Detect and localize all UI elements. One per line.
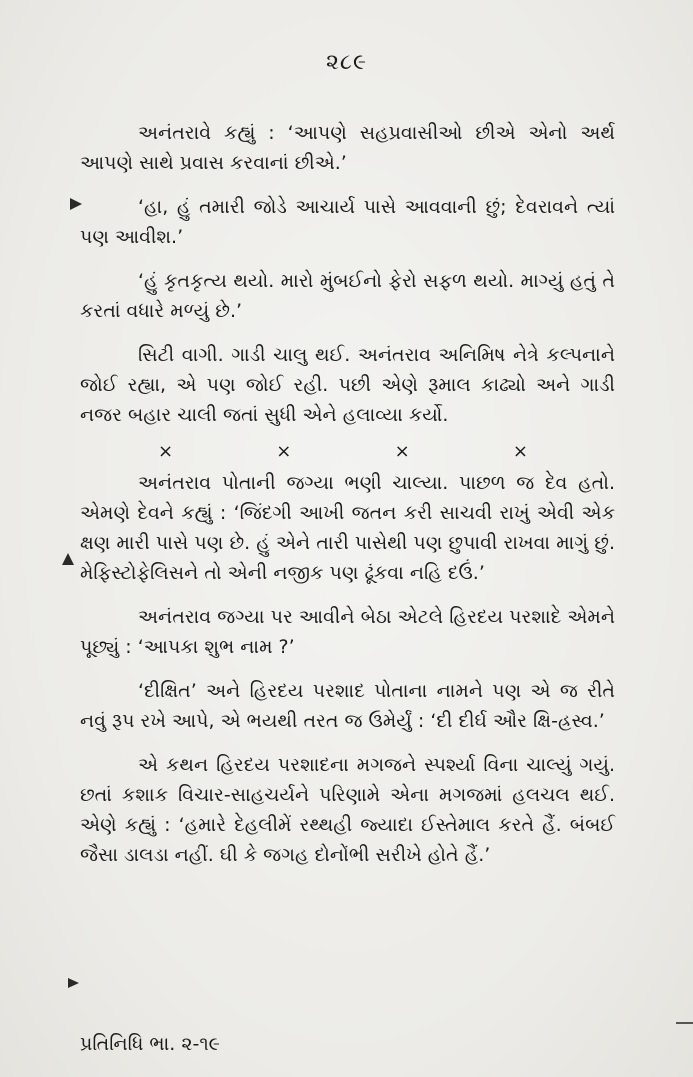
paragraph-2: ‘હા, હું તમારી જોડે આચાર્ય પાસે આવવાની છું; દેવરાવને ત્યાં પણ આવીશ.’ [80, 196, 615, 248]
paragraph-5: અનંતરાવ પોતાની જગ્યા ભણી ચાલ્યા. પાછળ જ દેવ હતો. એમણે દેવને કહ્યું : ‘જિંદગી આખી જતન કરી સાચવી રાખું એવી એક ક્ષણ મારી પાસે પણ છે. હું એને તારી પાસેથી પણ છુપાવી રાખવા માગું છું. મેફિસ્ટોફેલિસને તો એની નજીક પણ ઢૂંકવા નહિ દઉં.’ [80, 472, 615, 584]
paragraph-4: સિટી વાગી. ગાડી ચાલુ થઈ. અનંતરાવ અનિમિષ નેત્રે કલ્પનાને જોઈ રહ્યા, એ પણ જોઈ રહી. પછી એણે રૂમાલ કાઢ્યો અને ગાડી નજર બહાર ચાલી જતાં સુધી એને હલાવ્યા કર્યો. [80, 344, 615, 426]
separator-mark: × [512, 441, 528, 462]
paragraph-3: ‘હું કૃતકૃત્ય થયો. મારો મુંબઈનો ફેરો સફળ થયો. માગ્યું હતું તે કરતાં વધારે મળ્યું છે.’ [80, 270, 615, 322]
paragraph-6: અનંતરાવ જગ્યા પર આવીને બેઠા એટલે હિરદય પરશાદે એમને પૂછ્યું : ‘આપકા શુભ નામ ?’ [80, 606, 615, 658]
margin-triangle-mark [62, 553, 74, 565]
page-body [80, 118, 615, 884]
margin-arrow-mark-2 [68, 978, 79, 988]
paragraph-8: એ કથન હિરદય પરશાદના મગજને સ્પર્શ્યા વિના ચાલ્યું ગયું. છતાં કશાક વિચાર-સાહચર્યને પરિણામે એના મગજમાં હલચલ થઈ. એણે કહ્યું : ‘હમારે દેહલીમેં રથ્થહી જ્યાદા ઈસ્તેમાલ કરતે હૈં. બંબઈ જૈસા ડાલડા નહીં. ઘી કે જગહ દોનોંભી સરીખે હોતે હૈં.’ [80, 754, 615, 866]
section-separator [158, 440, 528, 464]
separator-mark: × [158, 441, 174, 462]
paragraph-7: ‘દીક્ષિત’ અને હિરદય પરશાદ પોતાના નામને પણ એ જ રીતે નવું રૂપ રખે આપે, એ ભયથી તરત જ ઉમેર્યું : ‘દી દીર્ઘ ઔર ક્ષિ-હ્રસ્વ.’ [80, 680, 615, 732]
separator-mark: × [276, 441, 292, 462]
edge-mark [676, 1022, 693, 1024]
signature-footer: પ્રતિનિધિ ભા. ૨-૧૯ [80, 1033, 220, 1055]
separator-mark: × [394, 441, 410, 462]
page-number: ૨૮૯ [325, 50, 368, 75]
paragraph-1: અનંતરાવે કહ્યું : ‘આપણે સહપ્રવાસીઓ છીએ એનો અર્થ આપણે સાથે પ્રવાસ કરવાનાં છીએ.’ [80, 122, 615, 174]
